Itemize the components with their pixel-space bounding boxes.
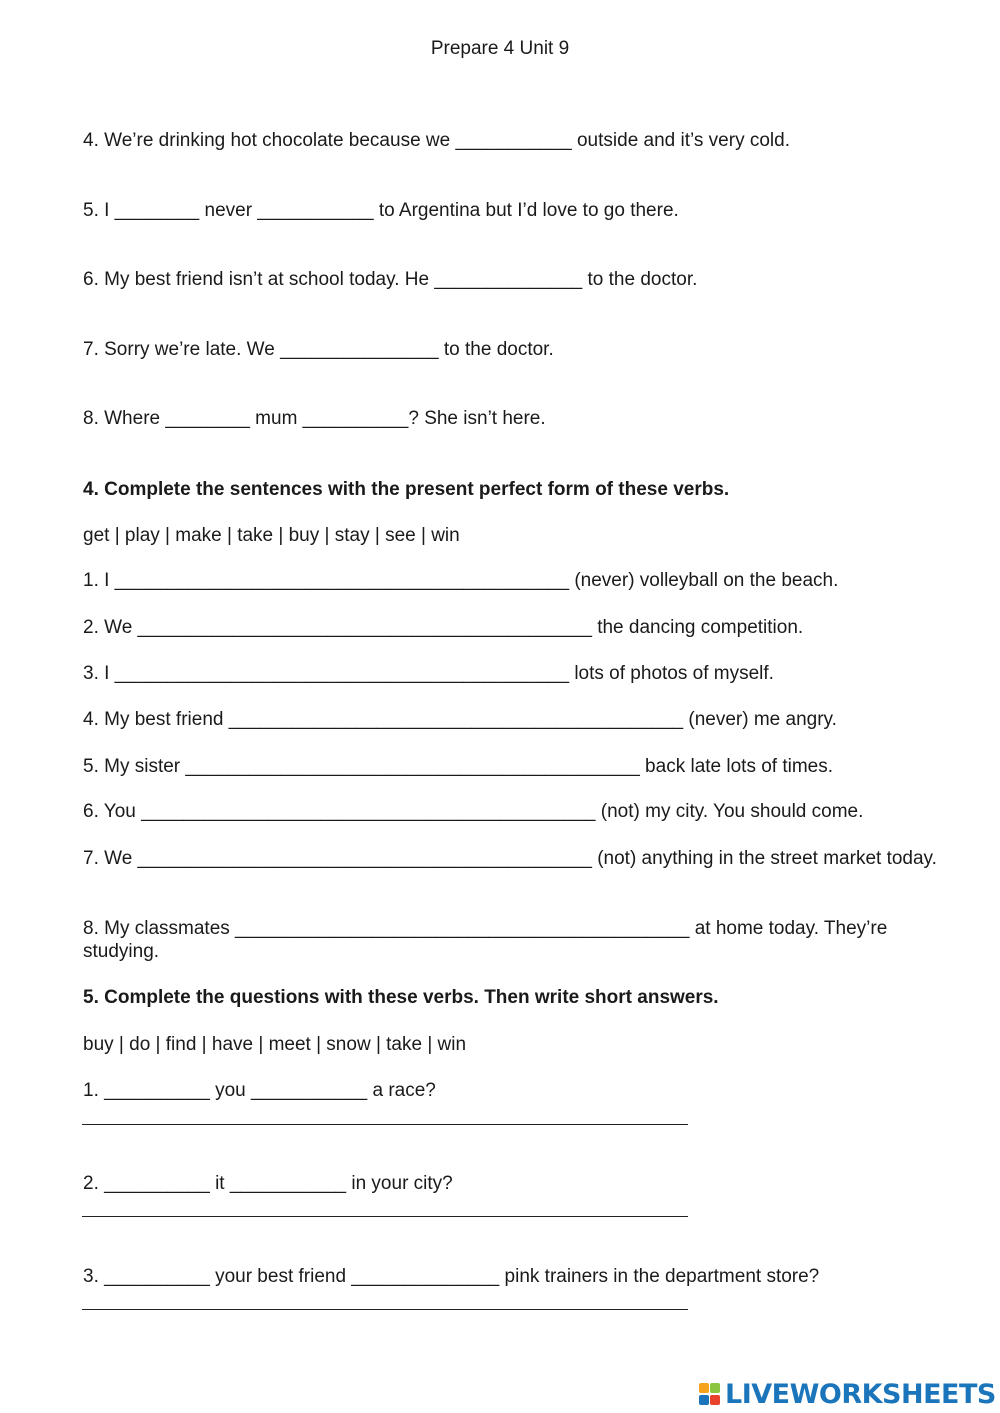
logo-text: LIVEWORKSHEETS bbox=[725, 1378, 996, 1410]
exercise-item: 1. I ___________________________________________ (never) volleyball on the beach. bbox=[83, 570, 839, 591]
exercise-item: 3. __________ your best friend ______________ pink trainers in the department store? bbox=[83, 1266, 820, 1287]
page-title: Prepare 4 Unit 9 bbox=[430, 38, 570, 59]
exercise-item: 8. Where ________ mum __________? She isn’t here. bbox=[83, 408, 546, 429]
liveworksheets-logo bbox=[697, 1377, 996, 1411]
exercise-item: 2. We ___________________________________________ the dancing competition. bbox=[83, 617, 804, 638]
logo-mark-icon bbox=[697, 1380, 723, 1408]
exercise-item: 4. We’re drinking hot chocolate because we ___________ outside and it’s very cold. bbox=[83, 130, 790, 151]
section-heading: 4. Complete the sentences with the present perfect form of these verbs. bbox=[83, 479, 730, 500]
exercise-item: 7. Sorry we’re late. We _______________ to the doctor. bbox=[83, 339, 554, 360]
exercise-item: 1. __________ you ___________ a race? bbox=[83, 1080, 436, 1101]
exercise-item: 8. My classmates ___________________________________________ at home today. They’re studying. bbox=[83, 918, 888, 962]
exercise-item: 5. I ________ never ___________ to Argentina but I’d love to go there. bbox=[83, 200, 679, 221]
answer-line[interactable] bbox=[82, 1216, 688, 1217]
exercise-item: 3. I ___________________________________________ lots of photos of myself. bbox=[83, 663, 774, 684]
verb-list: get | play | make | take | buy | stay | see | win bbox=[83, 525, 460, 546]
exercise-item: 4. My best friend ___________________________________________ (never) me angry. bbox=[83, 709, 837, 730]
exercise-item: 5. My sister ___________________________________________ back late lots of times. bbox=[83, 756, 834, 777]
exercise-item: 6. You ___________________________________________ (not) my city. You should come. bbox=[83, 801, 864, 822]
exercise-item: 2. __________ it ___________ in your city? bbox=[83, 1173, 453, 1194]
answer-line[interactable] bbox=[82, 1124, 688, 1125]
verb-list: buy | do | find | have | meet | snow | take | win bbox=[83, 1034, 467, 1055]
answer-line[interactable] bbox=[82, 1309, 688, 1310]
section-heading: 5. Complete the questions with these verbs. Then write short answers. bbox=[83, 987, 719, 1008]
exercise-item: 6. My best friend isn’t at school today. He ______________ to the doctor. bbox=[83, 269, 698, 290]
exercise-item: 7. We ___________________________________________ (not) anything in the street market today. bbox=[83, 848, 937, 869]
